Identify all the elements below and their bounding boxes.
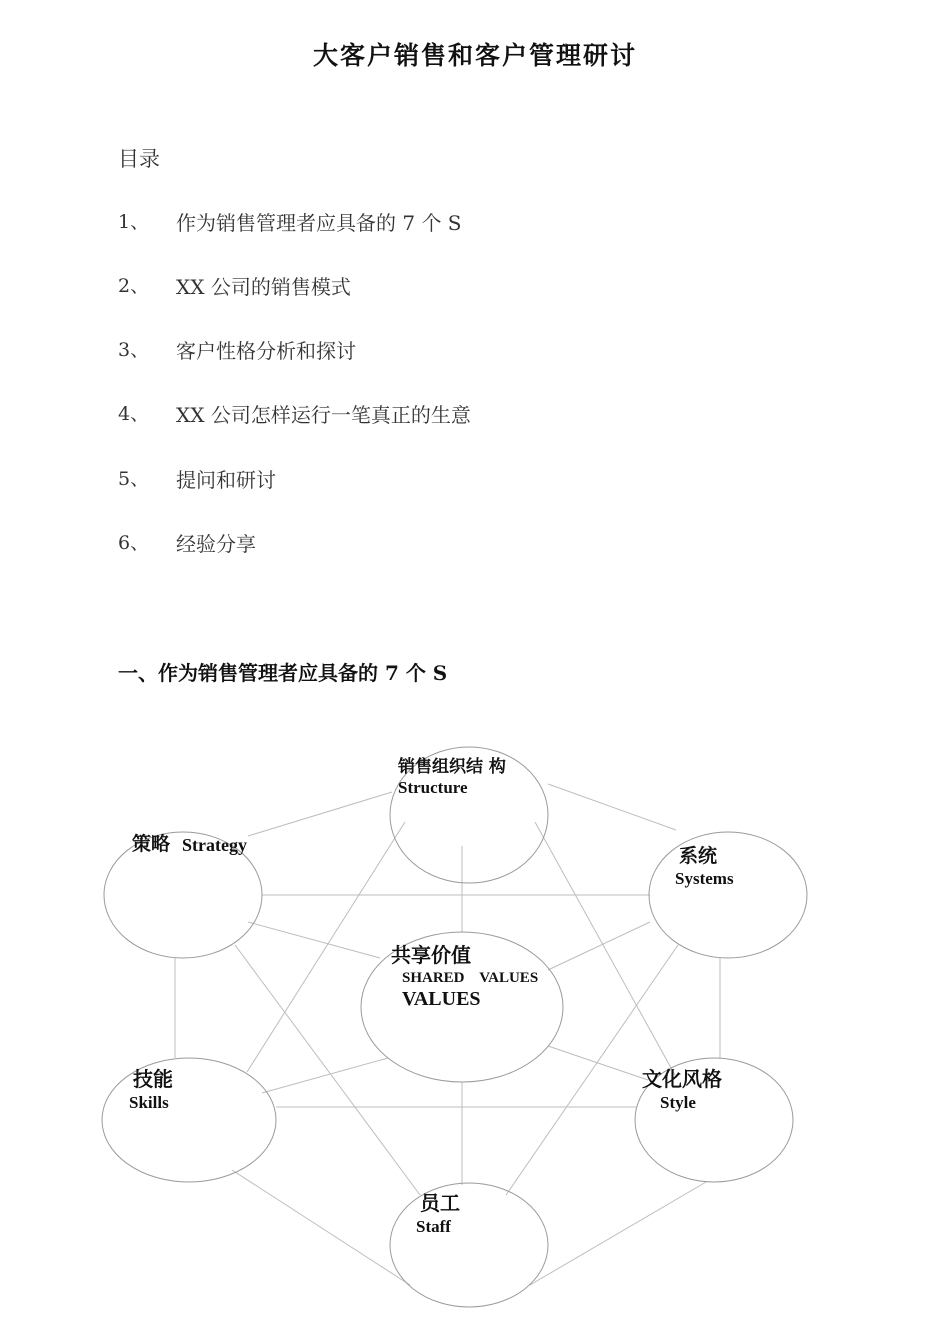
toc-item-text: 提问和研讨	[176, 468, 276, 492]
shared-values-label-en-line1: SHARED VALUES	[402, 970, 539, 986]
toc-item-text: 经验分享	[176, 532, 256, 556]
style-label-en: Style	[660, 1093, 696, 1112]
connector-line	[548, 784, 676, 830]
connector-line	[535, 822, 675, 1075]
structure-label-en: Structure	[398, 778, 468, 797]
systems-circle	[649, 832, 807, 958]
skills-label-en: Skills	[129, 1093, 169, 1112]
connector-line	[530, 1182, 706, 1285]
style-label-cn: 文化风格	[642, 1067, 722, 1091]
staff-label-en: Staff	[416, 1217, 451, 1236]
strategy-label-cn: 策略	[132, 833, 171, 855]
skills-circle	[102, 1058, 276, 1182]
staff-circle	[390, 1183, 548, 1307]
connector-line	[548, 922, 650, 970]
connector-line	[248, 922, 380, 958]
skills-label-cn: 技能	[133, 1067, 173, 1091]
connector-line	[262, 1058, 388, 1093]
connector-line	[247, 822, 405, 1072]
connector-line	[548, 1046, 648, 1080]
document-title: 大客户销售和客户管理研讨	[312, 41, 637, 70]
node-circles	[102, 747, 807, 1307]
toc-item-number: 2、	[118, 275, 150, 297]
shared-values-label-en-line2: VALUES	[402, 988, 481, 1010]
toc-item-number: 1、	[118, 211, 150, 233]
toc-item-text: 作为销售管理者应具备的 7 个 S	[176, 211, 462, 235]
toc-item-number: 6、	[118, 532, 150, 554]
connector-line	[235, 945, 420, 1195]
systems-label-cn: 系统	[679, 845, 718, 867]
structure-label-cn: 销售组织结 构	[398, 757, 506, 777]
shared-values-label-cn: 共享价值	[391, 943, 471, 967]
systems-label-en: Systems	[675, 869, 734, 888]
toc-item-number: 3、	[118, 339, 150, 361]
staff-label-cn: 员工	[420, 1191, 460, 1215]
connector-line	[248, 792, 392, 836]
toc-item-number: 4、	[118, 403, 150, 425]
connector-line	[232, 1170, 410, 1285]
toc-heading: 目录	[118, 147, 160, 171]
toc-item-text: 客户性格分析和探讨	[176, 339, 356, 363]
strategy-label-en: Strategy	[182, 835, 247, 855]
toc-item-text: XX 公司的销售模式	[176, 275, 351, 299]
toc-item-text: XX 公司怎样运行一笔真正的生意	[176, 403, 471, 427]
toc-item-number: 5、	[118, 468, 150, 490]
section-heading: 一、作为销售管理者应具备的 7 个 S	[118, 661, 448, 685]
